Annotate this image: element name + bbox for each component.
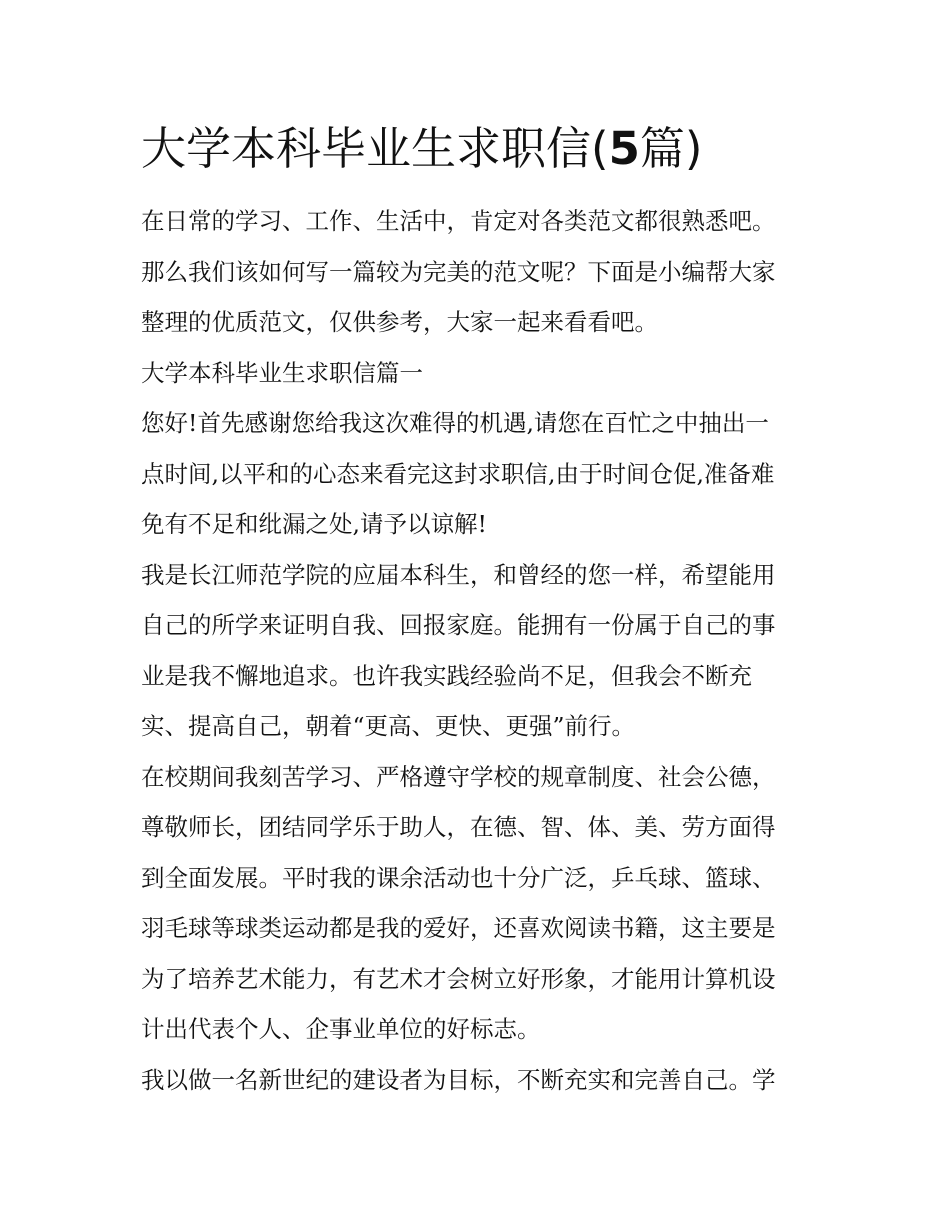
title-suffix: 篇) bbox=[639, 122, 703, 175]
intro-paragraph bbox=[141, 196, 821, 348]
text-line: 实、提高自己，朝着“更高、更快、更强”前行。 bbox=[141, 712, 636, 740]
text-line: 您好!首先感谢您给我这次难得的机遇,请您在百忙之中抽出一 bbox=[141, 409, 769, 437]
text-line: 为了培养艺术能力，有艺术才会树立好形象，才能用计算机设 bbox=[141, 964, 776, 993]
document-body bbox=[141, 118, 821, 1105]
text-line: 在日常的学习、工作、生活中，肯定对各类范文都很熟悉吧。 bbox=[141, 207, 776, 235]
text-line: 我以做一名新世纪的建设者为目标，不断充实和完善自己。学 bbox=[141, 1065, 776, 1094]
title-prefix: 大学本科毕业生求职信( bbox=[141, 122, 609, 175]
title-number: 5 bbox=[608, 122, 640, 175]
text-line: 那么我们该如何写一篇较为完美的范文呢？下面是小编帮大家 bbox=[141, 257, 776, 286]
text-line: 自己的所学来证明自我、回报家庭。能拥有一份属于自己的事 bbox=[141, 611, 776, 639]
goal-paragraph bbox=[141, 1055, 821, 1106]
text-line: 尊敬师长，团结同学乐于助人，在德、智、体、美、劳方面得 bbox=[141, 813, 776, 841]
text-line: 我是长江师范学院的应届本科生，和曾经的您一样，希望能用 bbox=[141, 560, 776, 589]
text-line: 到全面发展。平时我的课余活动也十分广泛，乒乓球、篮球、 bbox=[141, 863, 776, 892]
text-line: 整理的优质范文，仅供参考，大家一起来看看吧。 bbox=[141, 308, 658, 336]
text-line: 计出代表个人、企事业单位的好标志。 bbox=[141, 1015, 541, 1043]
text-line: 羽毛球等球类运动都是我的爱好，还喜欢阅读书籍，这主要是 bbox=[141, 914, 776, 942]
text-line: 业是我不懈地追求。也许我实践经验尚不足，但我会不断充 bbox=[141, 661, 752, 690]
text-line: 大学本科毕业生求职信篇一 bbox=[141, 358, 423, 387]
greeting-paragraph bbox=[141, 398, 821, 550]
section-heading bbox=[141, 348, 821, 399]
text-line: 在校期间我刻苦学习、严格遵守学校的规章制度、社会公德， bbox=[141, 762, 776, 791]
text-line: 免有不足和纰漏之处,请予以谅解! bbox=[141, 510, 487, 538]
document-title bbox=[141, 118, 821, 180]
school-life-paragraph bbox=[141, 752, 821, 1055]
text-line: 点时间,以平和的心态来看完这封求职信,由于时间仓促,准备难 bbox=[141, 459, 775, 488]
self-intro-paragraph bbox=[141, 550, 821, 752]
